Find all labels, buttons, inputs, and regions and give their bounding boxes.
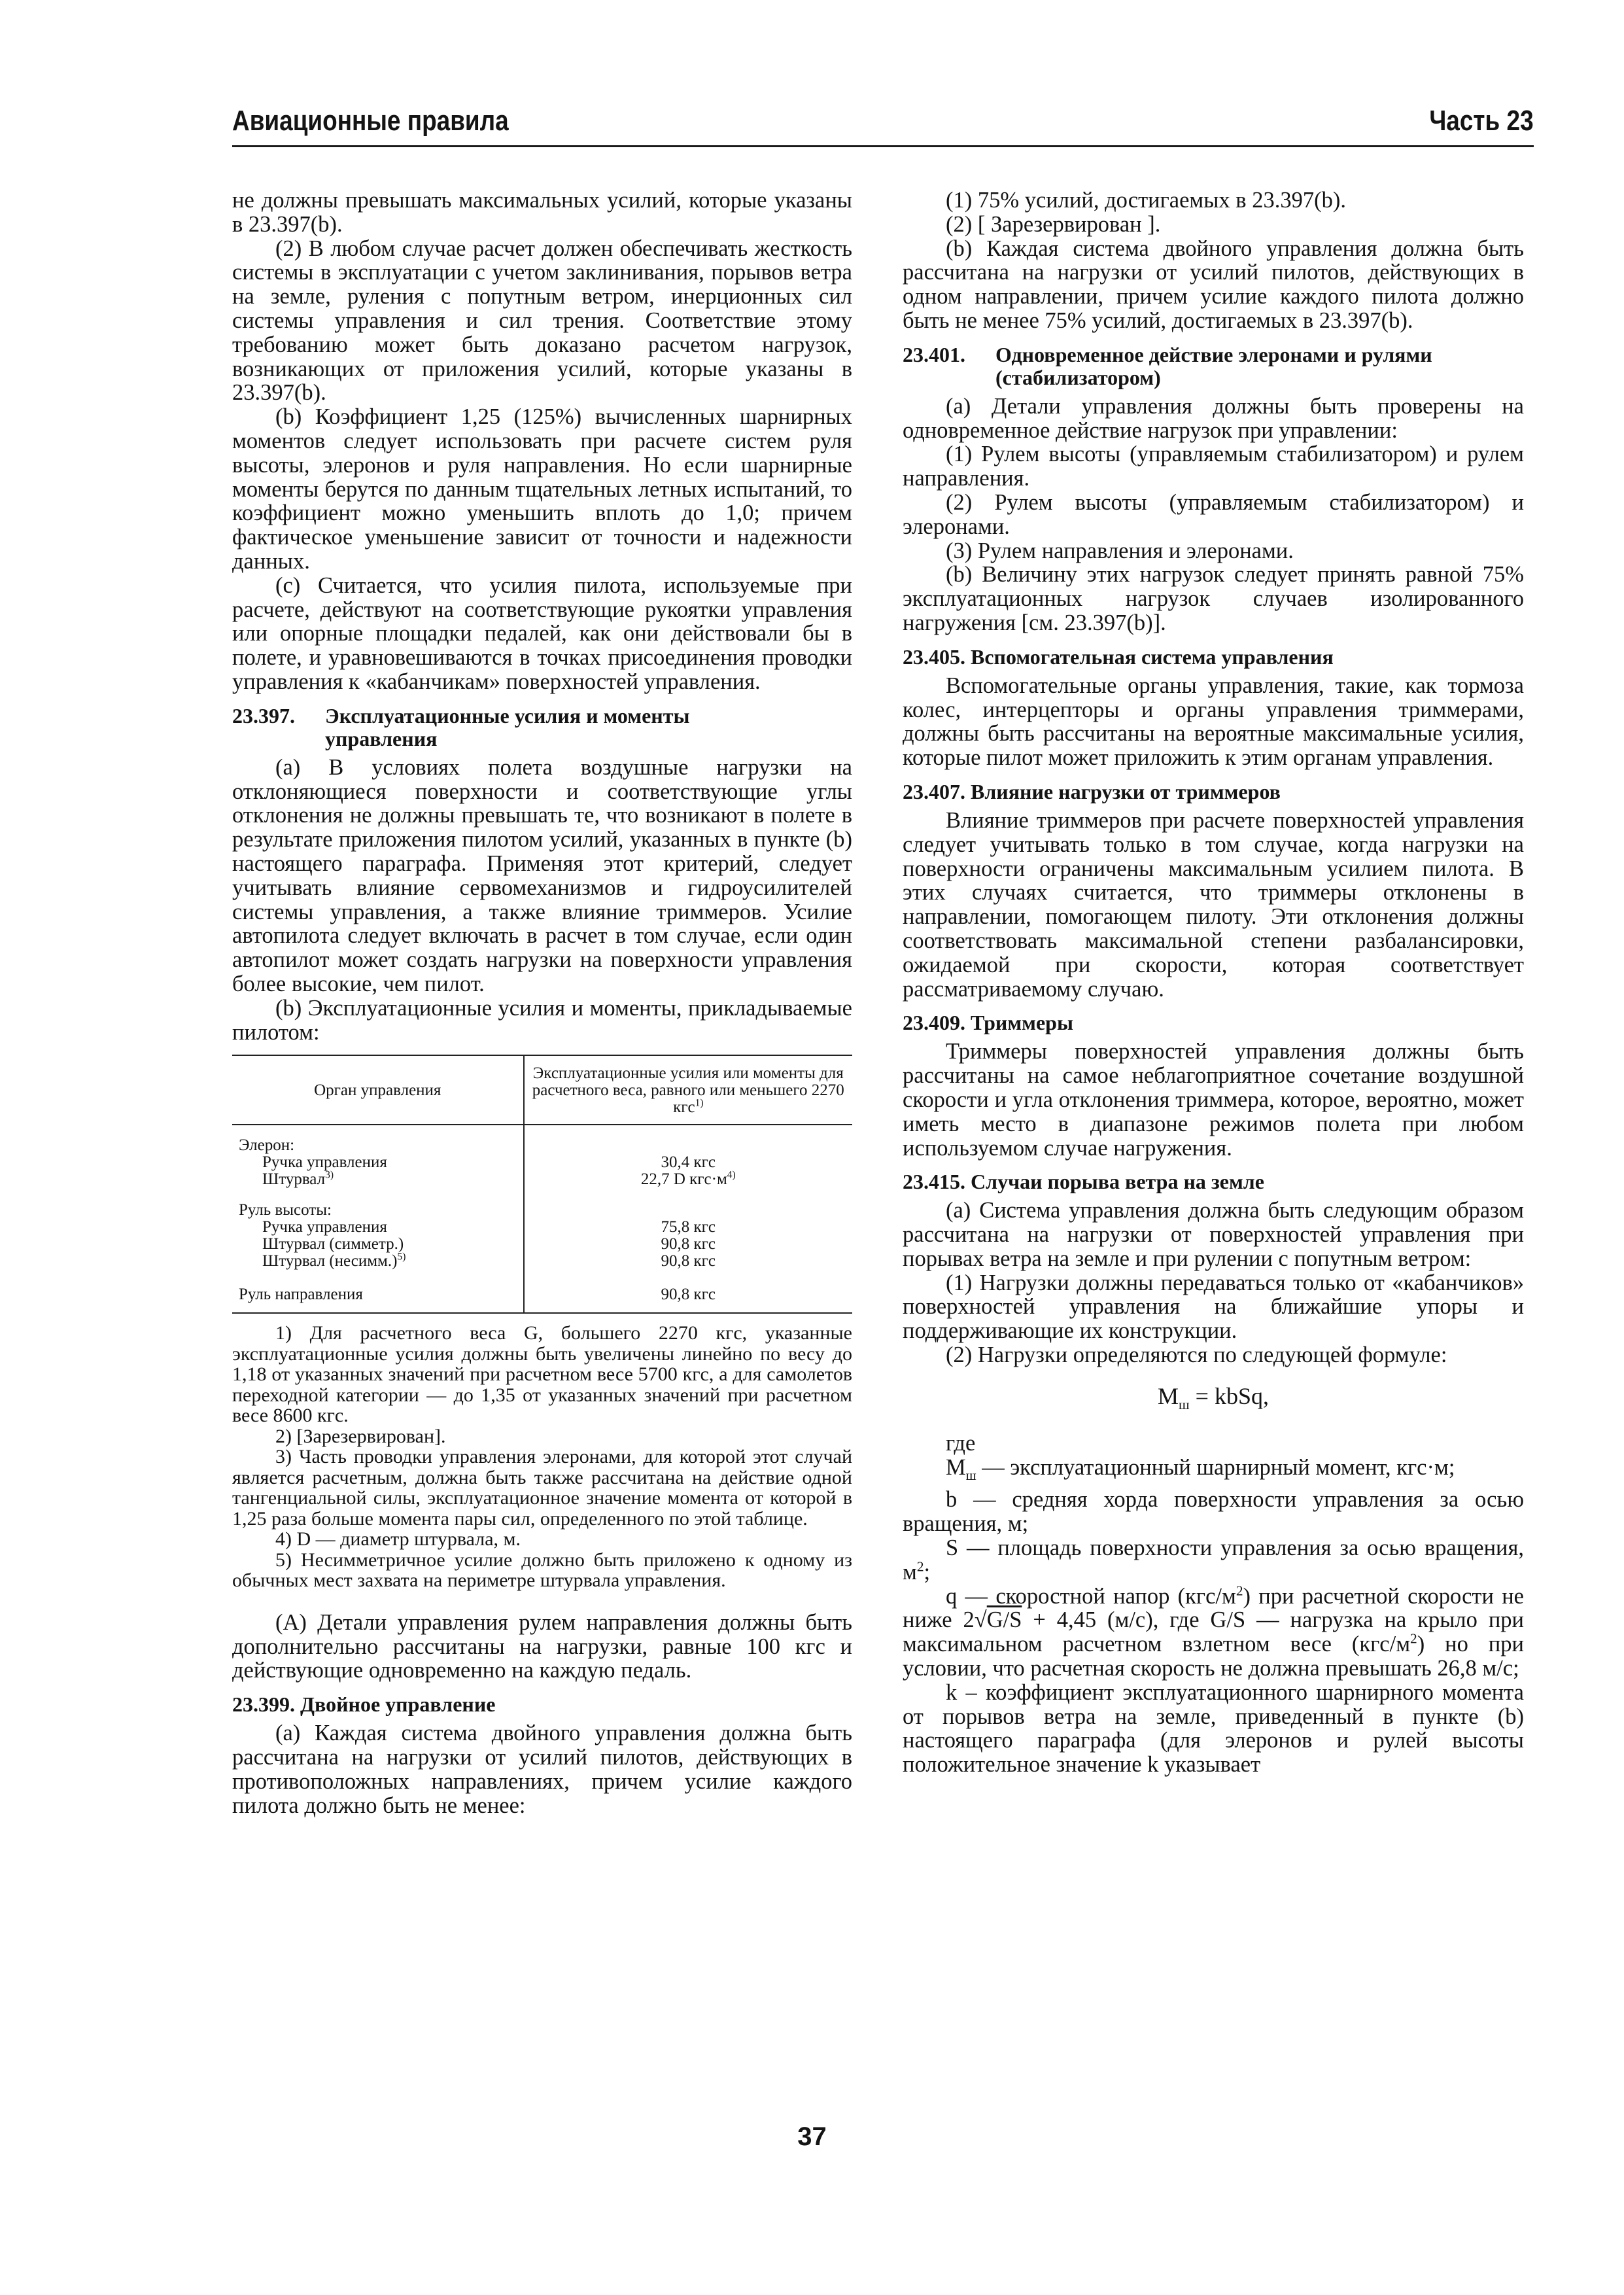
paragraph: (2) [ Зарезервирован ].	[946, 211, 1161, 237]
definition	[903, 1585, 1524, 1681]
paragraph: (2) Нагрузки определяются по следующей формуле:	[946, 1342, 1447, 1368]
footnote: 4) D — диаметр штурвала, м.	[275, 1528, 521, 1550]
section-number: 23.401.	[903, 342, 965, 366]
header-part: Часть 23	[1429, 105, 1534, 137]
section-title-cont: (стабилизатором)	[995, 365, 1161, 389]
paragraph: (1) Нагрузки должны передаваться только от «кабанчиков» поверхностей управления на ближайшие упоры и поддерживающие их конструкции.	[903, 1270, 1524, 1344]
control-forces-table	[232, 1055, 852, 1314]
table-cell	[524, 1190, 852, 1272]
paragraph: Вспомогательные органы управления, такие, как тормоза колес, интерцепторы и органы управления триммерами, должны быть рассчитаны на вероятные максимальные усилия, которые пилот может приложить к этим органам управления.	[903, 673, 1524, 771]
row-value: 90,8 кгс	[661, 1252, 716, 1270]
paragraph: где	[946, 1430, 976, 1456]
table-cell	[232, 1125, 524, 1190]
group-label-aileron: Элерон:	[239, 1136, 295, 1155]
definition	[903, 1536, 1524, 1585]
paragraph: (A) Детали управления рулем направления должны быть дополнительно рассчитаны на нагрузки, равные 100 кгс и действующие одновременно на каждую педаль.	[232, 1609, 852, 1683]
row-label: Ручка управления	[262, 1218, 387, 1236]
formula-m: M	[1158, 1382, 1179, 1409]
row-label-text: Штурвал (несимм.)	[262, 1252, 398, 1270]
row-label: Ручка управления	[262, 1153, 387, 1172]
page-header	[232, 97, 1534, 147]
section-title: Эксплуатационные усилия и моменты	[325, 703, 690, 727]
table-row	[232, 1272, 852, 1313]
paragraph: (a) В условиях полета воздушные нагрузки на отклоняющиеся поверхности и соответствующие углы отклонения не должны превышать те, что возникают в полете в результате приложения пилотом усилий, указанных в пункте (b) настоящего параграфа. Применяя этот критерий, следует учитывать влияние сервомеханизмов и гидроусилителей системы управления, а также влияние триммеров. Усилие автопилота следует включать в расчет в том случае, если один автопилот может создать нагрузки на поверхности управления более высокие, чем пилот.	[232, 754, 852, 996]
paragraph: (b) Коэффициент 1,25 (125%) вычисленных шарнирных моментов следует использовать при расчете систем руля высоты, элеронов и руля направления. Но если шарнирные моменты берутся по данным тщательных летных испытаний, то коэффициент можно уменьшить вплоть до 1,0; причем фактическое уменьшение зависит от точности и надежности данных.	[232, 404, 852, 574]
paragraph: (1) Рулем высоты (управляемым стабилизатором) и рулем направления.	[903, 442, 1524, 491]
table-header-row	[232, 1055, 852, 1125]
def-text: S — площадь поверхности управления за осью вращения, м	[903, 1535, 1524, 1585]
right-column	[903, 188, 1524, 1777]
section-title-cont: управления	[325, 726, 438, 750]
section-title: Одновременное действие элеронами и рулями	[995, 342, 1432, 366]
paragraph: Влияние триммеров при расчете поверхностей управления следует учитывать только в том случае, когда нагрузки на поверхности ограничены максимальным усилием пилота. В этих случаях считается, что триммеры отклонены в направлении, помогающем пилоту. Эти отклонения должны соответствовать максимальной степени разбалансировки, ожидаемой при скорости, которая соответствует рассматриваемому случаю.	[903, 807, 1524, 1002]
table-header-control: Орган управления	[232, 1055, 524, 1125]
row-label	[239, 1171, 517, 1188]
row-label: Руль направления	[239, 1286, 363, 1304]
footnote-ref: 3)	[325, 1169, 334, 1181]
footnote-ref: 4)	[727, 1169, 736, 1181]
paragraph: (c) Считается, что усилия пилота, используемые при расчете, действуют на соответствующие рукоятки управления или опорные площадки педалей, как они действовали бы в полете, и уравновешиваются в точках присоединения проводки управления к «кабанчикам» поверхностей управления.	[232, 572, 852, 694]
row-value	[531, 1171, 846, 1188]
row-value: 90,8 кгс	[661, 1286, 716, 1304]
row-label	[239, 1253, 517, 1270]
table-cell	[524, 1125, 852, 1190]
superscript: 2	[916, 1558, 924, 1575]
page-number: 37	[797, 2122, 827, 2151]
table-footnotes	[232, 1323, 852, 1591]
paragraph: Триммеры поверхностей управления должны быть рассчитаны на самое неблагоприятное сочетание воздушной скорости и угла отклонения триммера, которое, вероятно, может иметь место в диапазоне режимов полета при любом используемом случае нагружения.	[903, 1039, 1524, 1161]
paragraph: (a) Система управления должна быть следующим образом рассчитана на нагрузки от поверхностей управления при порывах ветра на земле и при рулении с попутным ветром:	[903, 1198, 1524, 1271]
def-text: q — скоростной напор (кгс/м	[946, 1583, 1236, 1609]
paragraph: (2) В любом случае расчет должен обеспечивать жесткость системы в эксплуатации с учетом заклинивания, порывов ветра на земле, руления с попутным ветром, инерционных сил системы управления и сил трения. Соответствие этому требованию может быть доказано расчетом нагрузок, возникающих от приложения усилий, которые указаны в 23.397(b).	[232, 236, 852, 406]
paragraph: (b) Эксплуатационные усилия и моменты, прикладываемые пилотом:	[232, 995, 852, 1045]
table-row	[232, 1125, 852, 1190]
def-text: ) но при условии, что расчетная скорость не должна превышать 26,8 м/с;	[903, 1632, 1524, 1681]
table-cell	[232, 1190, 524, 1272]
paragraph: (1) 75% усилий, достигаемых в 23.397(b).	[946, 188, 1346, 213]
row-value: 30,4 кгс	[661, 1153, 716, 1172]
table-header-forces-text: Эксплуатационные усилия или моменты для расчетного веса, равного или меньшего 2270 кгс	[532, 1064, 844, 1117]
superscript: 2	[1235, 1583, 1243, 1599]
formula-sub: ш	[1179, 1397, 1190, 1413]
table-row	[232, 1190, 852, 1272]
table-cell	[232, 1272, 524, 1313]
superscript: 2	[1410, 1630, 1417, 1647]
paragraph: (3) Рулем направления и элеронами.	[946, 538, 1294, 563]
row-label-text: Штурвал	[262, 1170, 326, 1189]
def-symbol-sub: ш	[965, 1468, 976, 1483]
footnote: 1) Для расчетного веса G, большего 2270 кгс, указанные эксплуатационные усилия должны быть увеличены линейно по весу до 1,18 от указанных значений при расчетном весе 5700 кгс, а для самолетов переходной категории — до 1,35 от указанных значений при расчетном весе 8600 кгс.	[232, 1322, 852, 1427]
formula-rest: = kbSq,	[1189, 1382, 1269, 1409]
section-heading-23-401	[903, 343, 1524, 389]
paragraph: (a) Детали управления должны быть проверены на одновременное действие нагрузок при управлении:	[903, 393, 1524, 443]
group-label-elevator: Руль высоты:	[239, 1201, 332, 1219]
definition	[903, 1456, 1524, 1488]
def-symbol: M	[946, 1454, 966, 1480]
footnote-ref: 5)	[397, 1251, 406, 1263]
definition: k – коэффициент эксплуатационного шарнирного момента от порывов ветра на земле, приведенный в пункте (b) настоящего параграфа (для элеронов и рулей высоты положительное значение k указывает	[903, 1679, 1524, 1778]
paragraph: (b) Каждая система двойного управления должна быть рассчитана на нагрузки от усилий пилотов, действующих в одном направлении, причем усилие каждого пилота должно быть не менее 75% усилий, достигаемых в 23.397(b).	[903, 236, 1524, 333]
footnote-ref: 1)	[695, 1097, 704, 1109]
row-value: 90,8 кгс	[661, 1235, 716, 1253]
footnote: 2) [Зарезервирован].	[275, 1425, 446, 1447]
def-text: — эксплуатационный шарнирный момент, кгс·м;	[976, 1454, 1455, 1480]
section-number: 23.397.	[232, 703, 295, 727]
def-text: + 4,45 (м/с), где G/S — нагрузка на крыло при максимальном расчетном взлетном весе (кгс/м	[903, 1607, 1524, 1657]
section-heading-23-405: 23.405. Вспомогательная система управления	[903, 644, 1334, 669]
paragraph: (a) Каждая система двойного управления должна быть рассчитана на нагрузки от усилий пилотов, действующих в противоположных направлениях, причем усилие каждого пилота должно быть не менее:	[232, 1721, 852, 1818]
section-heading-23-397	[232, 705, 852, 750]
row-value: 75,8 кгс	[661, 1218, 716, 1236]
row-label: Штурвал (симметр.)	[262, 1235, 404, 1253]
paragraph: (2) Рулем высоты (управляемым стабилизатором) и элеронами.	[903, 489, 1524, 539]
definition: b — средняя хорда поверхности управления за осью вращения, м;	[903, 1487, 1524, 1537]
formula	[903, 1384, 1524, 1417]
header-title: Авиационные правила	[232, 105, 509, 137]
section-heading-23-415: 23.415. Случаи порыва ветра на земле	[903, 1170, 1264, 1194]
footnote: 3) Часть проводки управления элеронами, для которой этот случай является расчетным, должна быть также рассчитана на действие одной тангенциальной силы, эксплуатационное значение момента от которой в 1,25 раза больше момента пары сил, определенного по этой таблице.	[232, 1446, 852, 1530]
section-heading-23-399: 23.399. Двойное управление	[232, 1692, 496, 1717]
table-cell	[524, 1272, 852, 1313]
footnote: 5) Несимметричное усилие должно быть приложено к одному из обычных мест захвата на периметре штурвала управления.	[232, 1549, 852, 1592]
paragraph: (b) Величину этих нагрузок следует принять равной 75% эксплуатационных нагрузок случаев изолированного нагружения [см. 23.397(b)].	[903, 562, 1524, 635]
table-header-forces	[524, 1055, 852, 1125]
paragraph: не должны превышать максимальных усилий, которые указаны в 23.397(b).	[232, 188, 852, 237]
section-heading-23-407: 23.407. Влияние нагрузки от триммеров	[903, 779, 1281, 803]
sqrt-radicand: G/S	[986, 1607, 1022, 1633]
def-text: ) при расчетной скорости не ниже 2√	[903, 1583, 1524, 1633]
row-value-text: 22,7 D кгс·м	[640, 1170, 727, 1189]
left-column	[232, 188, 852, 1817]
def-text-end: ;	[924, 1559, 931, 1585]
section-heading-23-409: 23.409. Триммеры	[903, 1011, 1073, 1035]
